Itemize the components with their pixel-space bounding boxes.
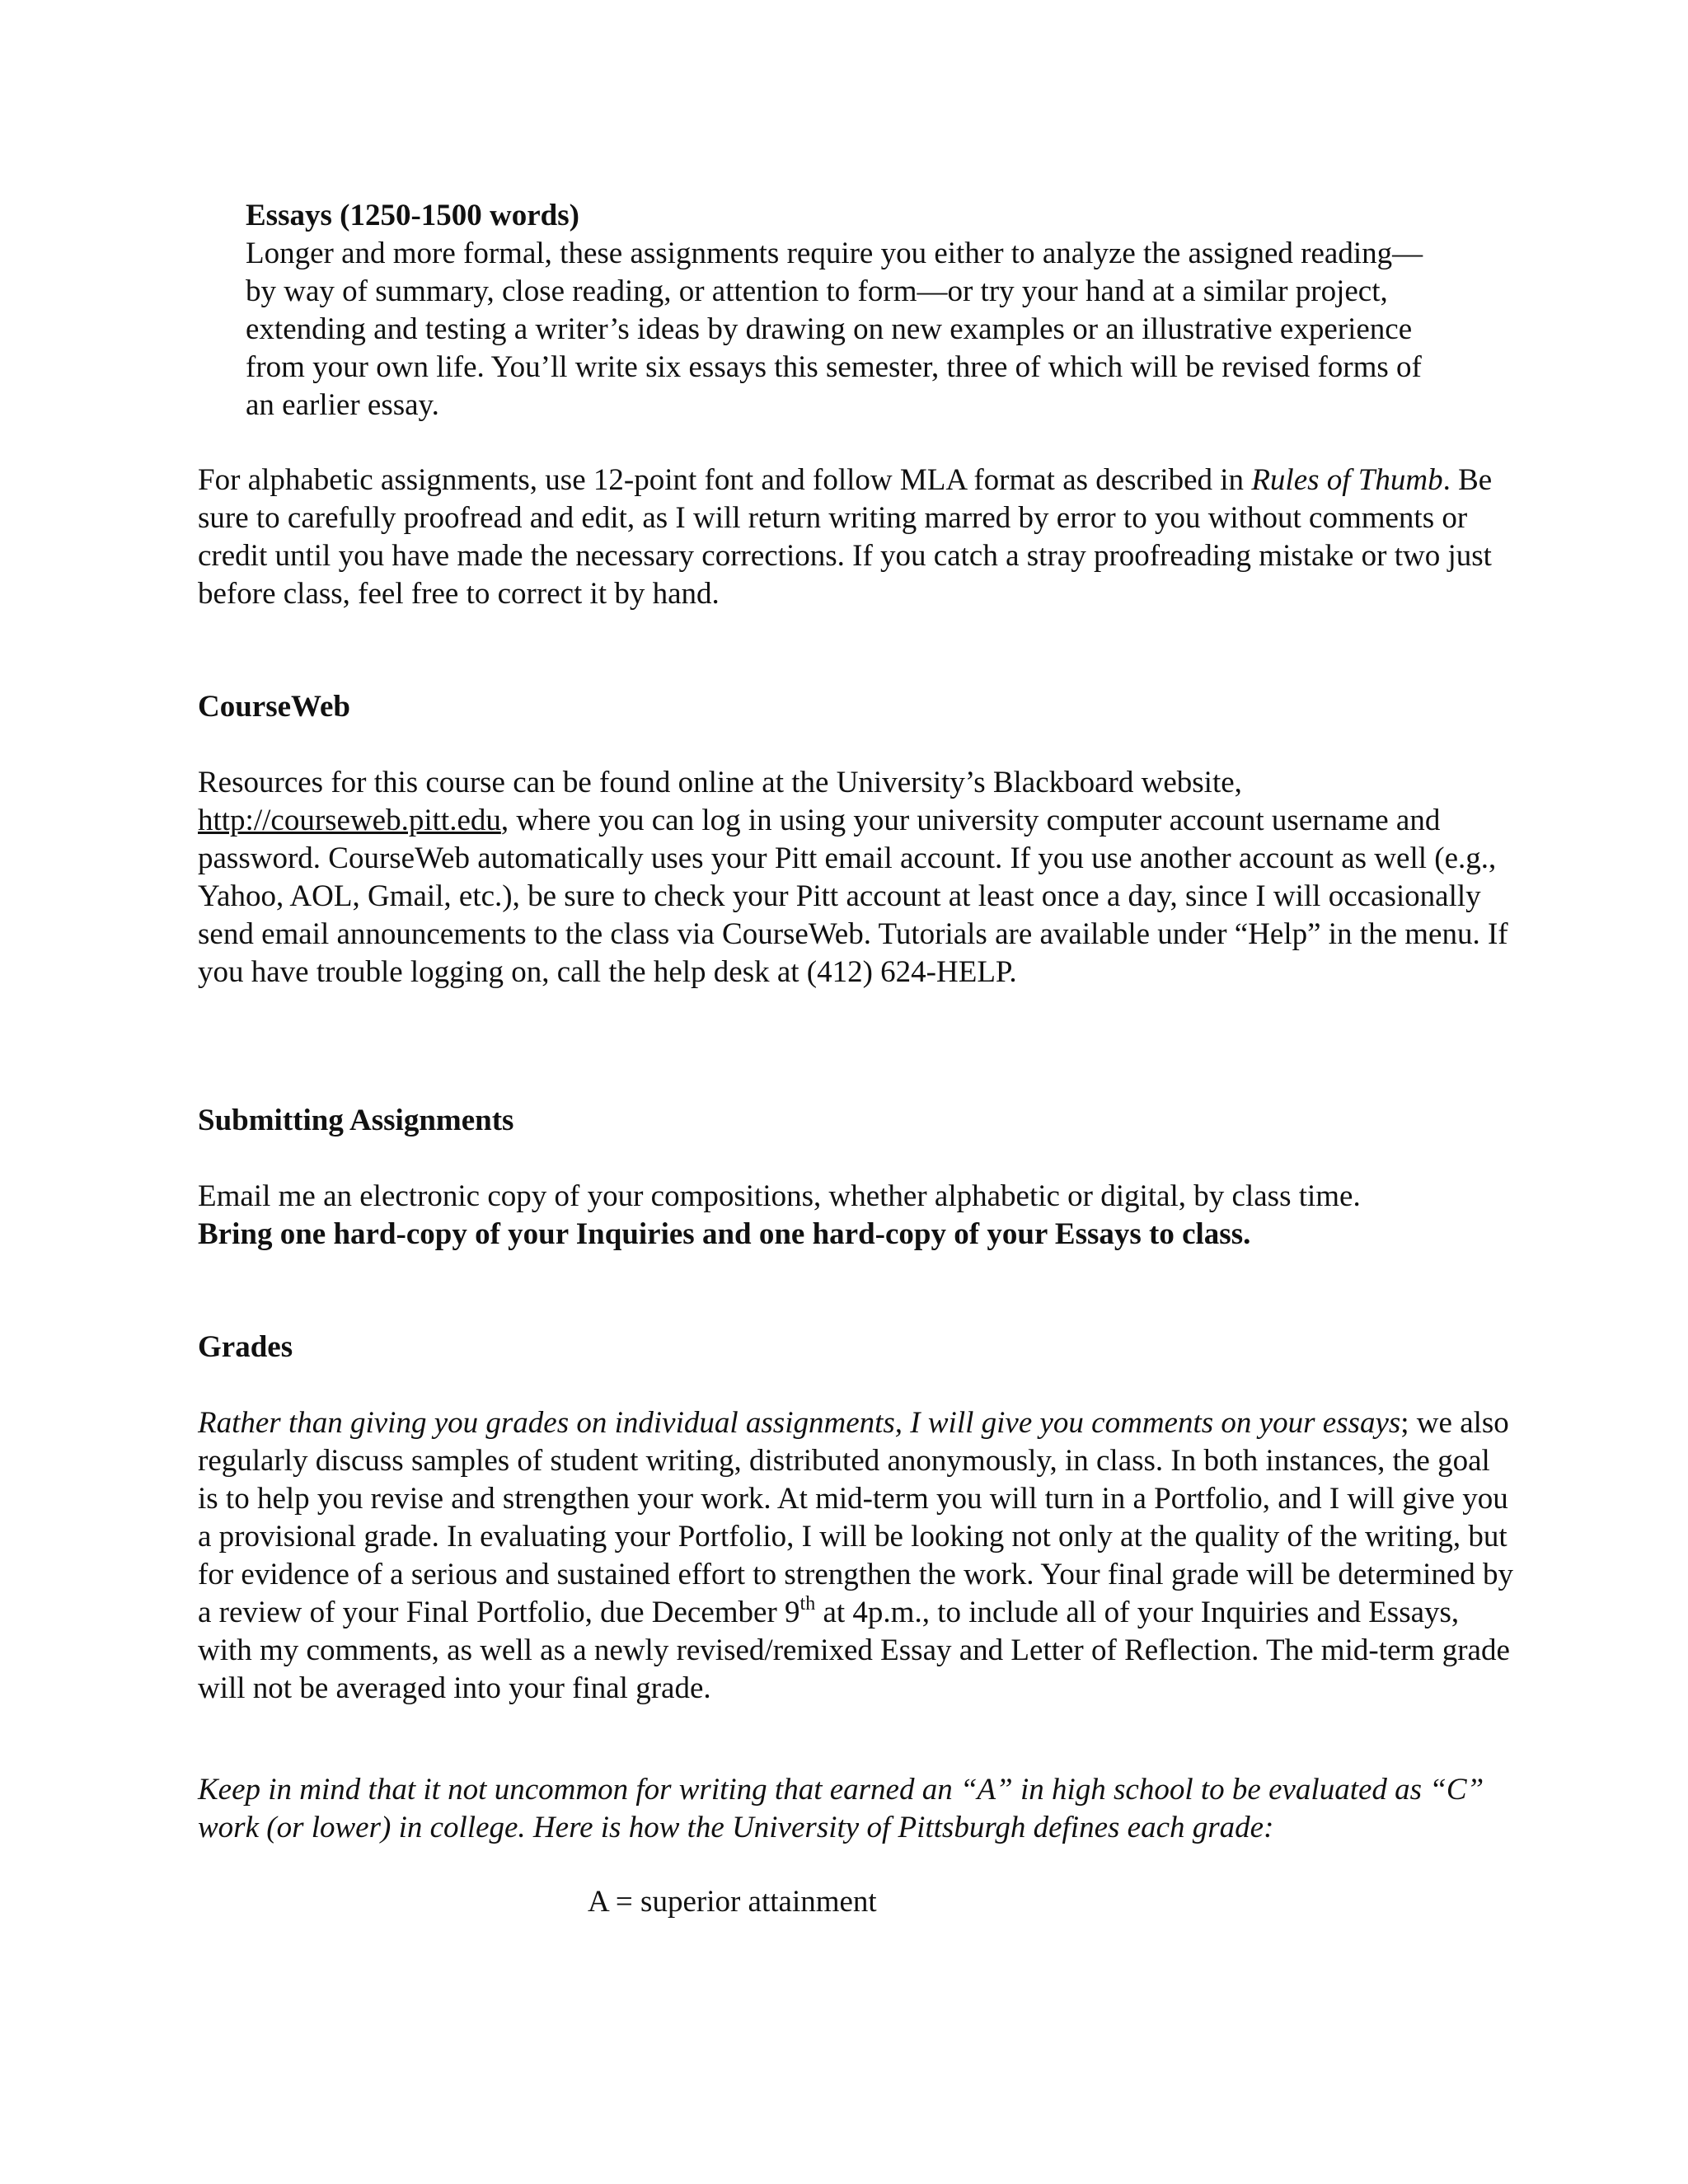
alphabetic-text-after: . Be sure to carefully proofread and edit, as I will return writing marred by error to you without comments or credit until you have made the necessary corrections. If you catch a stray proofreading mistake or two just before class, feel free to correct it by hand.: [198, 463, 1493, 611]
submitting-line-email: Email me an electronic copy of your compositions, whether alphabetic or digital, by class time.: [198, 1179, 1361, 1213]
grades-paragraph: [198, 1404, 1517, 1708]
submitting-paragraph: [198, 1178, 1517, 1254]
essays-heading: Essays (1250-1500 words): [246, 199, 579, 232]
courseweb-paragraph: [198, 764, 1517, 991]
grade-a-definition: A = superior attainment: [588, 1885, 877, 1919]
grades-text-part1: ; we also regularly discuss samples of student writing, distributed anonymously, in class. In both instances, the goal is to help you revise and strengthen your work. At mid-term you will turn in a Portfolio, and I will give you a provisional grade. In evaluating your Portfolio, I will be looking not only at the quality of the writing, but for evidence of a serious and sustained effort to strengthen the work. Your final grade will be determined by a review of your Final Portfolio, due December 9: [198, 1406, 1514, 1629]
courseweb-link[interactable]: http://courseweb.pitt.edu: [198, 804, 501, 837]
rules-of-thumb-title: Rules of Thumb: [1251, 463, 1443, 497]
grades-italic-intro: Rather than giving you grades on individual assignments, I will give you comments on your essays: [198, 1406, 1401, 1440]
grades-text-part2: at 4p.m., to include all of your Inquiries and Essays, with my comments, as well as a newly revised/remixed Essay and Letter of Reflection. The mid-term grade will not be averaged into your final grade.: [198, 1596, 1510, 1705]
keep-in-mind-text: Keep in mind that it not uncommon for writing that earned an “A” in high school to be evaluated as “C” work (or lower) in college. Here is how the University of Pittsburgh defines each grade:: [198, 1773, 1484, 1844]
keep-in-mind-paragraph: [198, 1771, 1517, 1847]
submitting-line-hardcopy: Bring one hard-copy of your Inquiries and one hard-copy of your Essays to class.: [198, 1217, 1251, 1251]
submitting-heading: Submitting Assignments: [198, 1104, 514, 1137]
alphabetic-paragraph: [198, 462, 1517, 613]
date-superscript: th: [799, 1592, 816, 1615]
courseweb-text-after: , where you can log in using your university computer account username and password. CourseWeb automatically uses your Pitt email account. If you use another account as well (e.g., Yahoo, AOL, Gmail, etc.), be sure to check your Pitt account at least once a day, since I will occasionally send email announcements to the class via CourseWeb. Tutorials are available under “Help” in the menu. If you have trouble logging on, call the help desk at (412) 624-HELP.: [198, 804, 1508, 989]
courseweb-heading: CourseWeb: [198, 690, 350, 724]
courseweb-text-before: Resources for this course can be found online at the University’s Blackboard website,: [198, 766, 1242, 799]
alphabetic-text-before: For alphabetic assignments, use 12-point font and follow MLA format as described in: [198, 463, 1252, 497]
essays-body: Longer and more formal, these assignments require you either to analyze the assigned reading—by way of summary, close reading, or attention to form—or try your hand at a similar project, extending and testing a writer’s ideas by drawing on new examples or an illustrative experience from your own life. You’ll write six essays this semester, three of which will be revised forms of an earlier essay.: [246, 237, 1423, 422]
essays-section: [246, 197, 1449, 424]
grades-heading: Grades: [198, 1330, 293, 1364]
